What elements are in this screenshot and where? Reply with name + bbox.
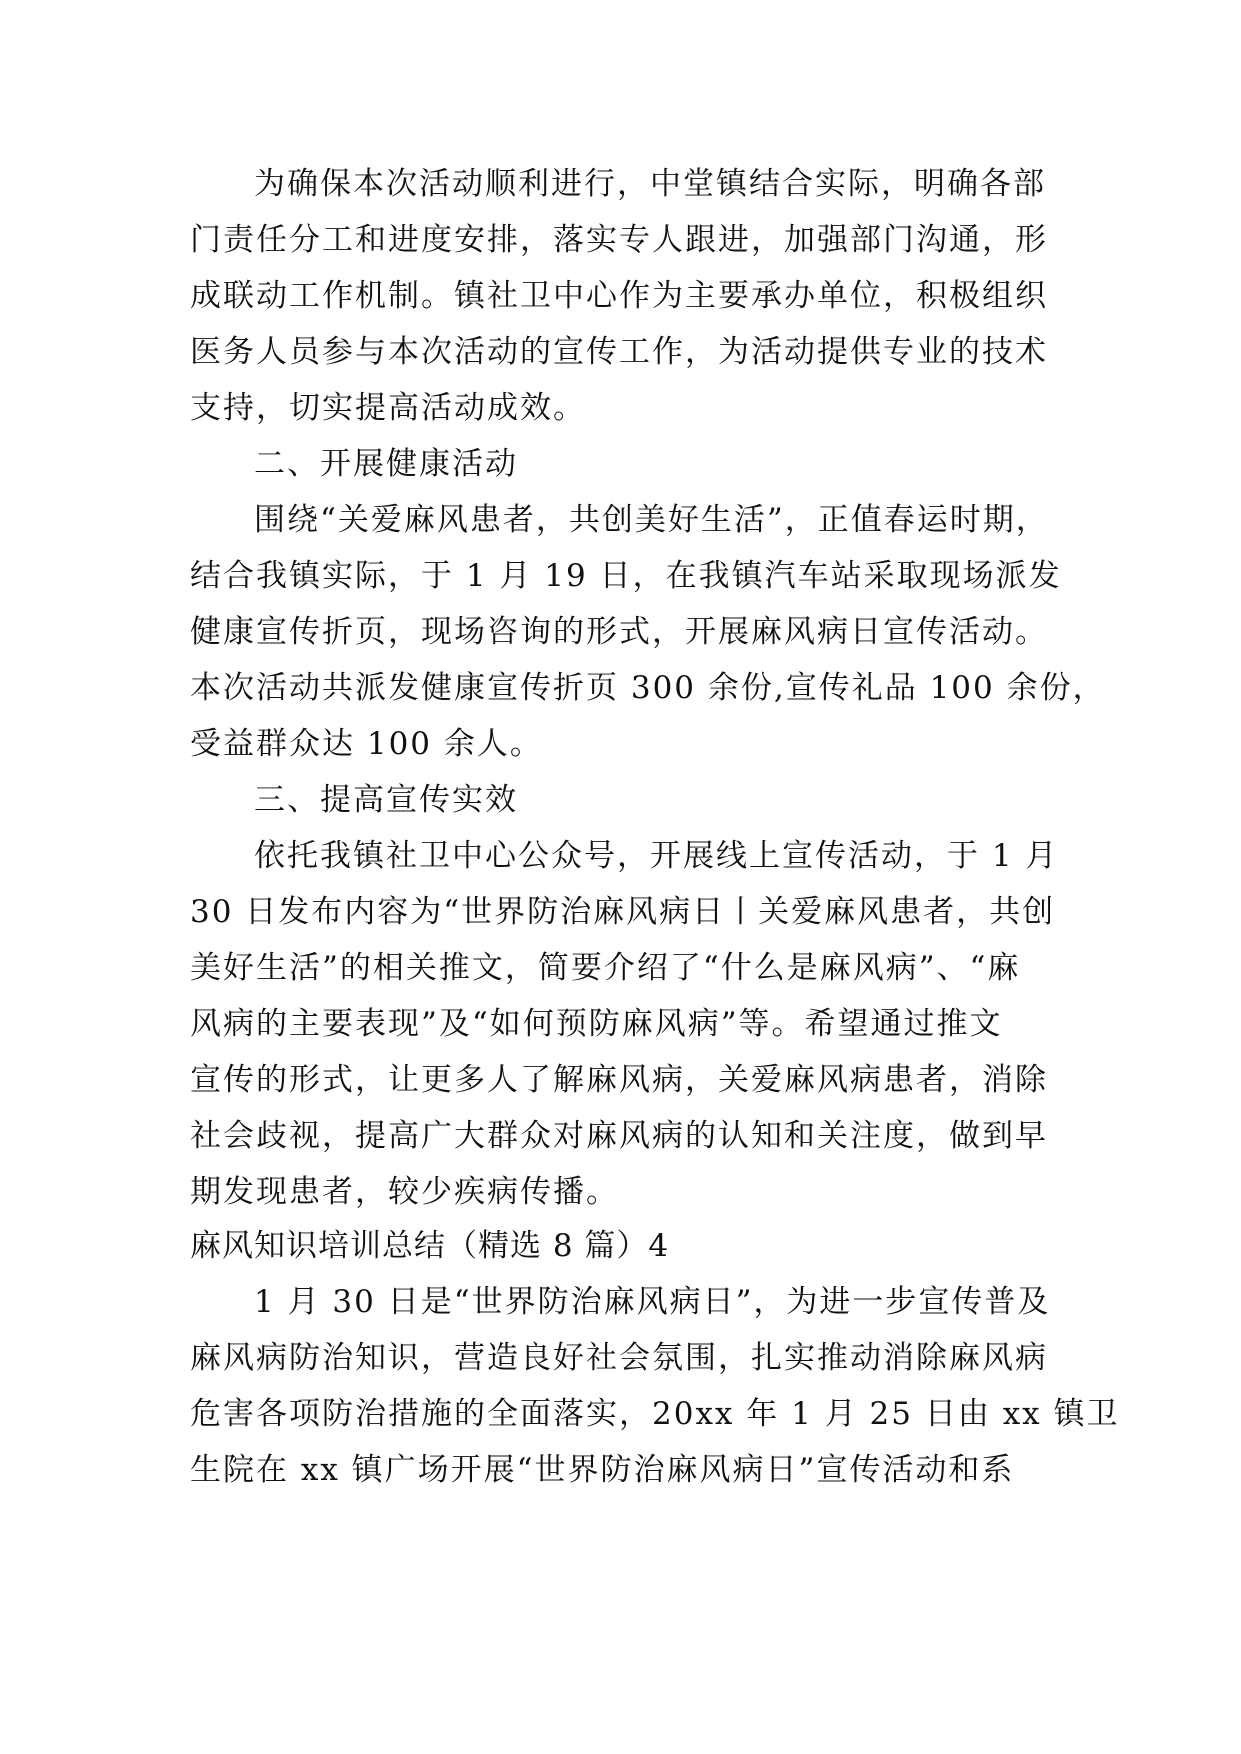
paragraph-4-line-3: 危害各项防治措施的全面落实，20xx 年 1 月 25 日由 xx 镇卫 bbox=[190, 1396, 1120, 1432]
section-title: 麻风知识培训总结（精选 8 篇）4 bbox=[190, 1228, 670, 1264]
paragraph-1-line-2: 门责任分工和进度安排，落实专人跟进，加强部门沟通，形 bbox=[190, 222, 1048, 258]
paragraph-1-line-4: 医务人员参与本次活动的宣传工作，为活动提供专业的技术 bbox=[190, 334, 1048, 370]
paragraph-3-line-7: 期发现患者，较少疾病传播。 bbox=[190, 1174, 619, 1210]
paragraph-3-line-5: 宣传的形式，让更多人了解麻风病，关爱麻风病患者，消除 bbox=[190, 1062, 1048, 1098]
paragraph-2-line-5: 受益群众达 100 余人。 bbox=[190, 726, 543, 762]
paragraph-2-line-1: 围绕“关爱麻风患者，共创美好生活”，正值春运时期， bbox=[254, 502, 1049, 538]
paragraph-2-line-4: 本次活动共派发健康宣传折页 300 余份,宣传礼品 100 余份， bbox=[190, 670, 1106, 706]
heading-2: 二、开展健康活动 bbox=[254, 446, 518, 482]
paragraph-4-line-1: 1 月 30 日是“世界防治麻风病日”，为进一步宣传普及 bbox=[254, 1284, 1051, 1320]
paragraph-1-line-3: 成联动工作机制。镇社卫中心作为主要承办单位，积极组织 bbox=[190, 278, 1048, 314]
paragraph-4-line-2: 麻风病防治知识，营造良好社会氛围，扎实推动消除麻风病 bbox=[190, 1340, 1048, 1376]
paragraph-3-line-1: 依托我镇社卫中心公众号，开展线上宣传活动，于 1 月 bbox=[254, 838, 1059, 874]
paragraph-1-line-5: 支持，切实提高活动成效。 bbox=[190, 390, 586, 426]
paragraph-3-line-2: 30 日发布内容为“世界防治麻风病日丨关爱麻风患者，共创 bbox=[190, 894, 1056, 930]
paragraph-2-line-2: 结合我镇实际，于 1 月 19 日，在我镇汽车站采取现场派发 bbox=[190, 558, 1062, 594]
paragraph-3-line-4: 风病的主要表现”及“如何预防麻风病”等。希望通过推文 bbox=[190, 1006, 1003, 1042]
paragraph-3-line-3: 美好生活”的相关推文，简要介绍了“什么是麻风病”、“麻 bbox=[190, 950, 1021, 986]
heading-3: 三、提高宣传实效 bbox=[254, 782, 518, 818]
paragraph-4-line-4: 生院在 xx 镇广场开展“世界防治麻风病日”宣传活动和系 bbox=[190, 1452, 1015, 1488]
paragraph-3-line-6: 社会歧视，提高广大群众对麻风病的认知和关注度，做到早 bbox=[190, 1118, 1048, 1154]
paragraph-2-line-3: 健康宣传折页，现场咨询的形式，开展麻风病日宣传活动。 bbox=[190, 614, 1048, 650]
paragraph-1-line-1: 为确保本次活动顺利进行，中堂镇结合实际，明确各部 bbox=[254, 166, 1046, 202]
